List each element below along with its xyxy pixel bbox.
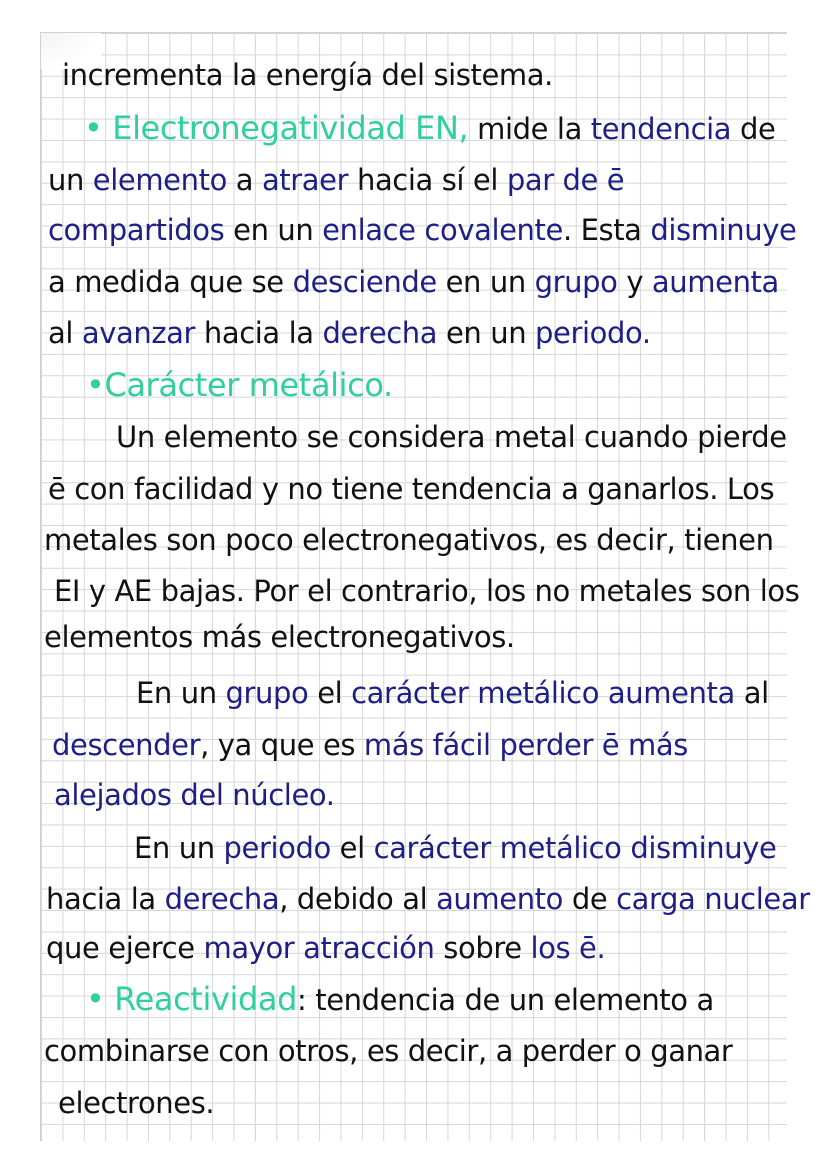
text-segment: EI y AE bajas. Por el contrario, los no metales son los — [54, 574, 800, 608]
text-line-13 — [136, 668, 828, 718]
text-line-8 — [116, 412, 828, 462]
text-segment: sobre — [434, 931, 531, 965]
text-segment: ē con facilidad y no tiene tendencia a ganarlos. Los — [48, 472, 775, 506]
text-line-17 — [46, 874, 828, 924]
text-line-14 — [52, 720, 828, 770]
highlighted-term: los ē. — [530, 931, 606, 965]
highlighted-term: periodo — [223, 831, 331, 865]
text-line-4 — [48, 205, 828, 255]
text-segment: hacia la — [46, 882, 165, 916]
text-segment: Un elemento se considera metal cuando pierde — [116, 420, 787, 454]
heading-reactividad: • Reactividad — [86, 980, 298, 1018]
text-segment: al — [734, 676, 769, 710]
highlighted-term: periodo. — [535, 316, 651, 350]
heading-electronegatividad: • Electronegatividad EN, — [84, 109, 469, 147]
highlighted-term: disminuye — [630, 831, 777, 865]
text-segment: electrones. — [58, 1086, 215, 1120]
highlighted-term: grupo — [225, 676, 309, 710]
text-segment: en un — [224, 213, 323, 247]
text-line-21 — [58, 1078, 828, 1128]
text-segment: combinarse con otros, es decir, a perder o ganar — [44, 1034, 733, 1068]
text-segment: . Esta — [562, 213, 651, 247]
text-segment: hacia la — [195, 316, 323, 350]
text-line-16 — [134, 823, 828, 873]
text-segment: el — [308, 676, 352, 710]
highlighted-term: descender — [52, 728, 201, 762]
text-line-10 — [44, 515, 828, 565]
text-segment: al — [48, 316, 82, 350]
highlighted-term: grupo — [534, 265, 618, 299]
highlighted-term: aumento — [436, 882, 563, 916]
text-segment: hacia sí el — [348, 163, 507, 197]
heading-caracter-metalico: •Carácter metálico. — [86, 366, 393, 404]
text-line-5 — [48, 257, 828, 307]
text-line-20 — [44, 1026, 828, 1076]
text-segment: a — [226, 163, 262, 197]
highlighted-term: atraer — [261, 163, 349, 197]
text-line-15 — [54, 770, 828, 820]
text-segment: En un — [136, 676, 226, 710]
highlighted-term: más fácil perder ē más — [363, 728, 688, 762]
highlighted-term: aumenta — [651, 265, 779, 299]
text-line-6 — [48, 308, 828, 358]
text-segment: de — [563, 882, 617, 916]
text-segment: y — [617, 265, 652, 299]
text-segment: metales son poco electronegativos, es decir, tienen — [44, 523, 774, 557]
text-line-2 — [84, 103, 828, 153]
text-segment: un — [48, 163, 93, 197]
highlighted-term: enlace covalente — [322, 213, 563, 247]
text-segment: : tendencia de un elemento a — [297, 983, 714, 1017]
highlighted-term: carga nuclear — [616, 882, 810, 916]
highlighted-term: desciende — [292, 265, 437, 299]
text-line-1 — [62, 50, 828, 100]
highlighted-term: derecha — [322, 316, 438, 350]
highlighted-term: elemento — [92, 163, 227, 197]
text-line-19 — [86, 974, 828, 1024]
text-segment: elementos más electronegativos. — [44, 620, 515, 654]
highlighted-term: mayor atracción — [203, 931, 435, 965]
text-segment: , — [200, 728, 218, 762]
text-segment: de — [731, 112, 776, 146]
text-line-11 — [54, 566, 828, 616]
highlighted-term: aumenta — [607, 676, 735, 710]
highlighted-term: compartidos — [48, 213, 225, 247]
text-segment: en un — [437, 316, 536, 350]
highlighted-term: tendencia — [590, 112, 732, 146]
highlighted-term: carácter metálico — [351, 676, 600, 710]
text-line-12 — [44, 612, 828, 662]
highlighted-term: disminuye — [650, 213, 797, 247]
text-segment: en un — [436, 265, 535, 299]
text-segment: incrementa la energía del sistema. — [62, 58, 553, 92]
highlighted-term: par de ē — [506, 163, 625, 197]
text-line-9 — [48, 464, 828, 514]
text-segment: ya que es — [217, 728, 364, 762]
text-segment: que ejerce — [46, 931, 204, 965]
text-segment — [599, 676, 608, 710]
text-line-7 — [86, 360, 828, 410]
highlighted-term: alejados del núcleo. — [54, 778, 335, 812]
text-segment: En un — [134, 831, 224, 865]
text-segment: , debido al — [279, 882, 437, 916]
highlighted-term: avanzar — [81, 316, 196, 350]
highlighted-term: carácter metálico — [373, 831, 622, 865]
text-segment: a medida que se — [48, 265, 293, 299]
text-segment: el — [330, 831, 374, 865]
text-line-18 — [46, 923, 828, 973]
highlighted-term: derecha — [164, 882, 280, 916]
text-line-3 — [48, 155, 828, 205]
text-segment: mide la — [468, 112, 591, 146]
